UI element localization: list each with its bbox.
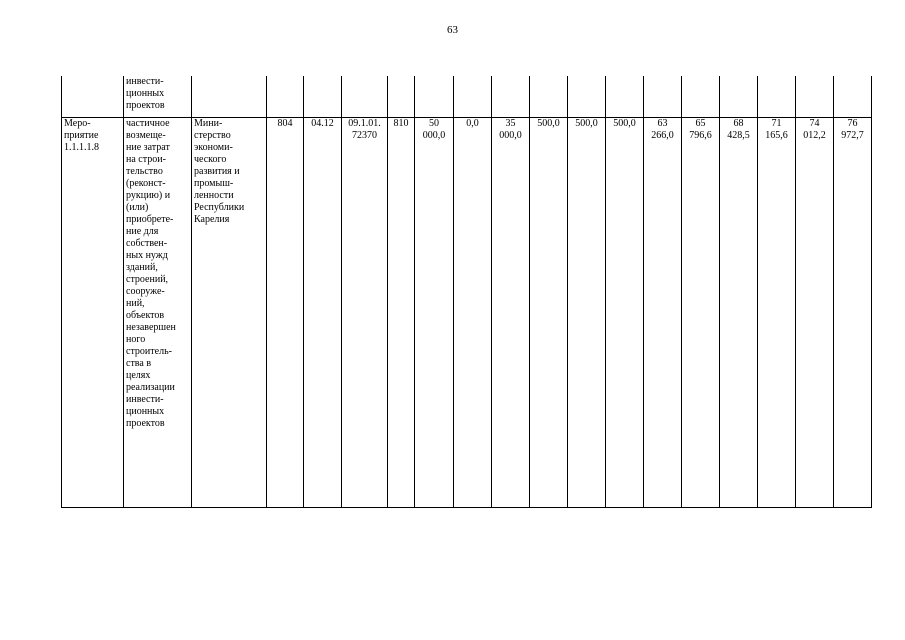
cell-line: Меро- [64, 117, 91, 129]
cell-line: приятие [64, 129, 99, 141]
cell-value-12 [834, 117, 872, 507]
cell-executor [192, 117, 267, 507]
cell-line: строений, [126, 273, 169, 285]
cell-value-1 [415, 117, 454, 507]
page-number: 63 [447, 24, 458, 36]
cell-line: ние для [126, 225, 159, 237]
cell-csr [342, 117, 388, 507]
cell-empty [454, 76, 492, 117]
cell-value-10 [758, 117, 796, 507]
budget-table [61, 76, 872, 508]
cell-line: 000,0 [422, 129, 446, 141]
cell-executor-cont [192, 76, 267, 117]
cell-empty [834, 76, 872, 117]
cell-line: 796,6 [689, 129, 712, 141]
cell-line: возмеще- [126, 129, 166, 141]
cell-empty [267, 76, 304, 117]
cell-line: тельство [126, 165, 163, 177]
cell-line: проектов [126, 100, 165, 111]
cell-line: инвести- [126, 393, 164, 405]
cell-value-9 [720, 117, 758, 507]
cell-empty [342, 76, 388, 117]
cell-line: Республики [194, 201, 245, 213]
cell-line: реализации [126, 381, 175, 393]
cell-line: 09.1.01. [348, 117, 381, 129]
cell-empty [530, 76, 568, 117]
cell-line: ства в [126, 357, 152, 369]
cell-empty [644, 76, 682, 117]
cell-line: приобрете- [126, 213, 174, 225]
measure-row [62, 117, 872, 507]
cell-line: собствен- [126, 237, 168, 249]
cell-line: строитель- [126, 345, 172, 357]
cell-value-4: 500,0 [530, 117, 568, 507]
cell-empty [720, 76, 758, 117]
cell-value-7 [644, 117, 682, 507]
cell-value-2: 0,0 [454, 117, 492, 507]
cell-line: ционных [126, 88, 165, 99]
cell-line: экономи- [194, 141, 233, 153]
cell-name-cont [62, 76, 124, 117]
cell-empty [492, 76, 530, 117]
cell-line: ленности [194, 189, 234, 201]
cell-line: 65 [695, 117, 706, 129]
cell-line: ных нужд [126, 249, 168, 261]
cell-line: ний, [126, 297, 145, 309]
cell-line: 35 [505, 117, 516, 129]
cell-line: частичное [126, 117, 170, 129]
cell-empty [606, 76, 644, 117]
cell-line: 50 [429, 117, 439, 129]
cell-line: ционных [126, 405, 165, 417]
cell-line: 266,0 [651, 129, 674, 141]
cell-line: объектов [126, 309, 165, 321]
cell-measure-description [124, 117, 192, 507]
cell-empty [388, 76, 415, 117]
cell-line: 72370 [352, 129, 377, 141]
cell-line: 63 [657, 117, 668, 129]
cell-line: ние затрат [126, 141, 170, 153]
cell-line: промыш- [194, 177, 234, 189]
cell-line: Мини- [194, 117, 223, 129]
cell-empty [304, 76, 342, 117]
cell-line: незавершен [126, 321, 176, 333]
cell-line: 1.1.1.1.8 [64, 141, 99, 153]
cell-line: проектов [126, 417, 165, 429]
cell-empty [682, 76, 720, 117]
cell-rz-pr: 04.12 [304, 117, 342, 507]
cell-line: 68 [733, 117, 744, 129]
cell-line: рукцию) и [126, 189, 171, 201]
cell-line: 972,7 [841, 129, 864, 141]
cell-line: 000,0 [499, 129, 522, 141]
cell-line: 71 [771, 117, 782, 129]
cell-value-8 [682, 117, 720, 507]
cell-value-5: 500,0 [568, 117, 606, 507]
cell-measure-name [62, 117, 124, 507]
cell-line: стерство [194, 129, 231, 141]
cell-line: 012,2 [803, 129, 826, 141]
cell-value-11 [796, 117, 834, 507]
cell-value-6: 500,0 [606, 117, 644, 507]
cell-line: 74 [809, 117, 820, 129]
cell-line: 428,5 [727, 129, 750, 141]
cell-line: 165,6 [765, 129, 788, 141]
cell-value-3 [492, 117, 530, 507]
cell-line: сооруже- [126, 285, 165, 297]
cell-line: на строи- [126, 153, 166, 165]
cell-line: (реконст- [126, 177, 166, 189]
cell-line: инвести- [126, 76, 164, 87]
cell-empty [568, 76, 606, 117]
continuation-row [62, 76, 872, 117]
cell-grbs: 804 [267, 117, 304, 507]
cell-measure-cont [124, 76, 192, 117]
cell-vr: 810 [388, 117, 415, 507]
cell-empty [796, 76, 834, 117]
cell-line: (или) [126, 201, 149, 213]
cell-line: ческого [194, 153, 227, 165]
cell-line: целях [126, 369, 151, 381]
cell-line: развития и [194, 165, 240, 177]
cell-line: ного [126, 333, 146, 345]
cell-line: 76 [847, 117, 858, 129]
cell-empty [415, 76, 454, 117]
cell-empty [758, 76, 796, 117]
cell-line: Карелия [194, 213, 230, 225]
cell-line: зданий, [126, 261, 158, 273]
